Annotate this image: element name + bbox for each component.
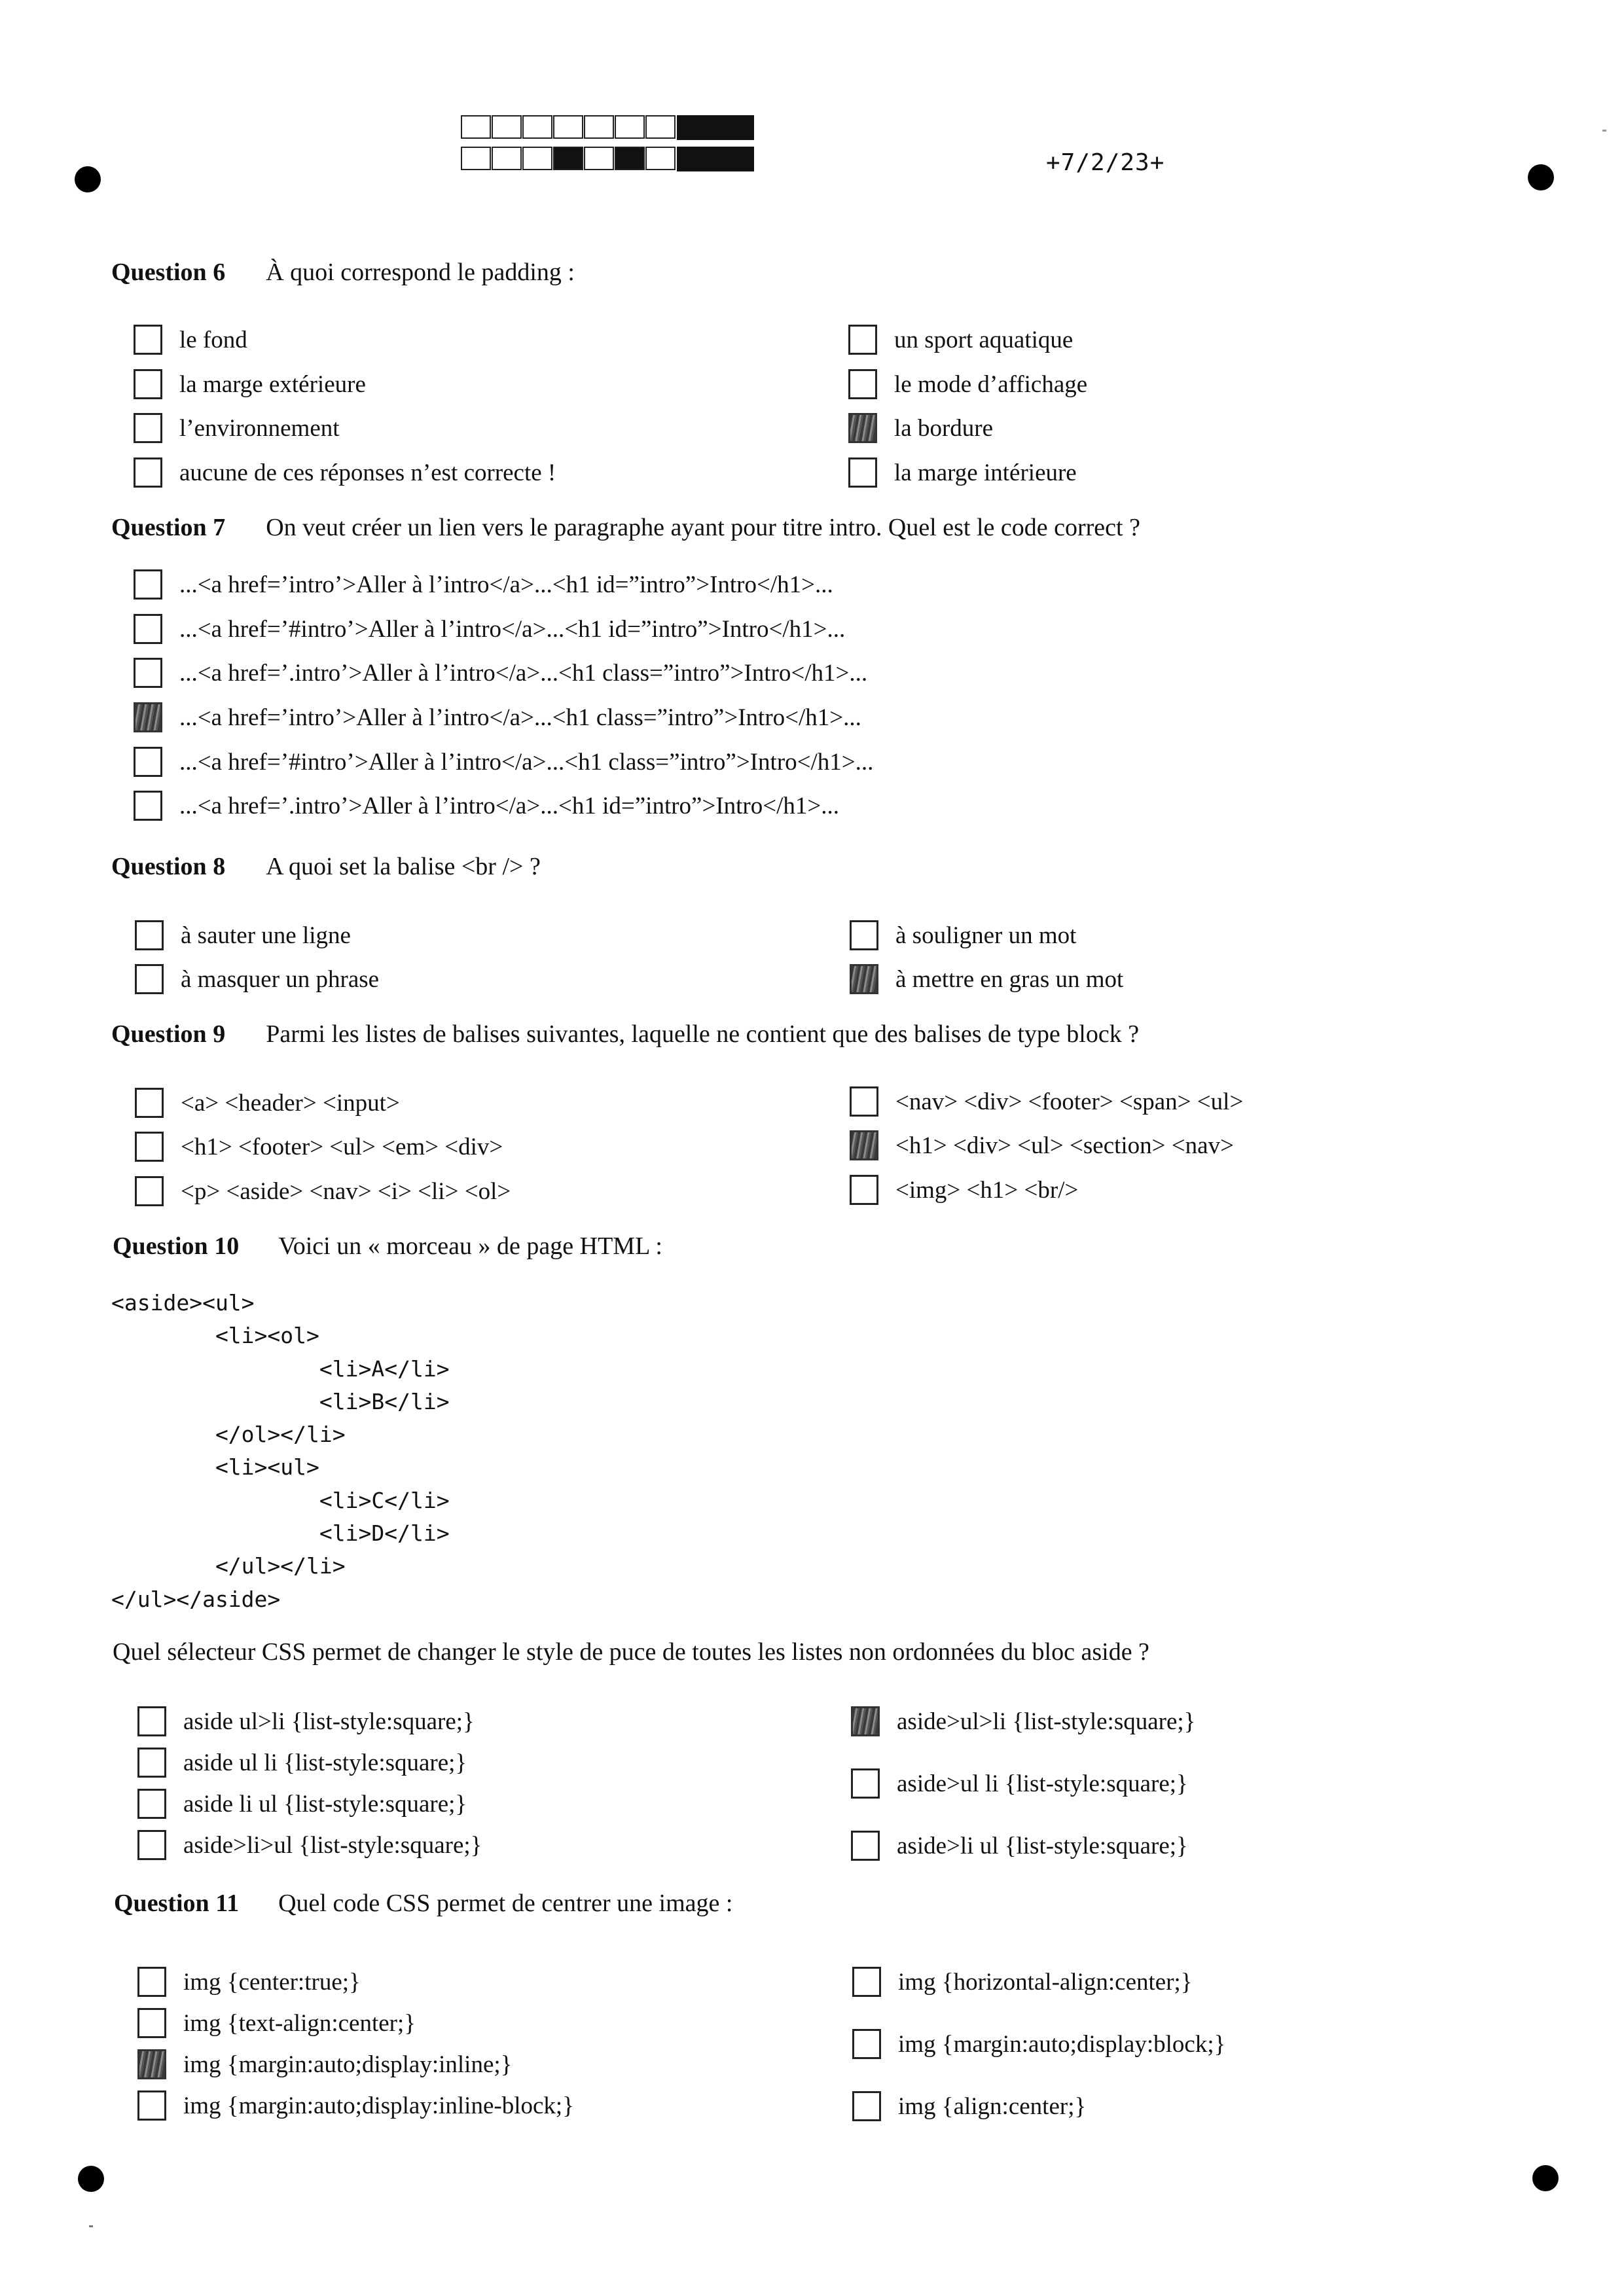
answer-label: img {margin:auto;display:inline;} [183, 2051, 513, 2078]
checkbox[interactable] [134, 791, 162, 821]
answer-option[interactable] [134, 368, 366, 401]
answer-label: img {align:center;} [898, 2092, 1087, 2120]
id-grid-cell[interactable] [584, 147, 614, 170]
checkbox[interactable] [134, 569, 162, 600]
answer-option[interactable] [848, 456, 1077, 489]
checkbox[interactable] [137, 1967, 166, 1997]
checkbox[interactable] [852, 1967, 881, 1997]
answer-option[interactable] [850, 1129, 1234, 1162]
question-text: À quoi correspond le padding : [266, 259, 575, 286]
answer-option[interactable] [852, 1965, 1193, 1998]
answer-label: aside ul>li {list-style:square;} [183, 1708, 475, 1735]
answer-label: ...<a href=’.intro’>Aller à l’intro</a>...<h1 id=”intro”>Intro</h1>... [179, 792, 840, 819]
id-grid-cell[interactable] [492, 147, 522, 170]
registration-mark-bottom-right [1532, 2165, 1559, 2191]
id-grid-cell[interactable] [645, 115, 676, 139]
question-text: Quel code CSS permet de centrer une image : [278, 1890, 733, 1917]
question-number: Question 11 [114, 1890, 240, 1917]
question-number: Question 8 [111, 853, 226, 880]
checkbox-checked[interactable] [851, 1706, 880, 1736]
answer-option[interactable] [137, 2048, 512, 2081]
checkbox[interactable] [135, 1176, 164, 1206]
checkbox[interactable] [134, 457, 162, 488]
checkbox[interactable] [851, 1768, 880, 1799]
code-line: <li>D</li> [111, 1520, 450, 1547]
answer-label: aside>li>ul {list-style:square;} [183, 1831, 482, 1859]
answer-option[interactable] [134, 613, 845, 645]
code-line: </ol></li> [111, 1422, 346, 1448]
id-grid-cell[interactable] [615, 115, 645, 139]
id-grid-cell[interactable] [645, 147, 676, 170]
id-grid-cell[interactable] [615, 147, 645, 170]
registration-mark-top-right [1528, 164, 1554, 190]
answer-label: img {horizontal-align:center;} [898, 1968, 1193, 1996]
answer-label: à mettre en gras un mot [895, 965, 1124, 993]
answer-option[interactable] [851, 1705, 1195, 1738]
id-grid-block [677, 147, 754, 171]
checkbox[interactable] [850, 1175, 878, 1205]
code-line: <li>C</li> [111, 1487, 450, 1513]
answer-option[interactable] [850, 963, 1123, 996]
checkbox[interactable] [848, 457, 877, 488]
question-9-heading [111, 1020, 1139, 1049]
question-text: On veut créer un lien vers le paragraphe ayant pour titre intro. Quel est le code correct ? [266, 514, 1140, 541]
question-text: Parmi les listes de balises suivantes, laquelle ne contient que des balises de type block ? [266, 1020, 1140, 1048]
answer-option[interactable] [137, 1829, 482, 1861]
answer-label: img {text-align:center;} [183, 2009, 416, 2037]
code-line: <li><ul> [111, 1454, 319, 1480]
answer-option[interactable] [137, 1787, 467, 1820]
page-code: +7/2/23+ [1046, 149, 1165, 176]
checkbox-checked[interactable] [848, 413, 877, 443]
answer-label: img {margin:auto;display:inline-block;} [183, 2092, 574, 2119]
checkbox[interactable] [850, 920, 878, 950]
registration-mark-top-left [75, 166, 101, 192]
checkbox[interactable] [134, 658, 162, 688]
question-11-heading [114, 1889, 732, 1918]
question-10-heading [113, 1232, 662, 1261]
id-grid-cell[interactable] [461, 147, 491, 170]
question-7-heading [111, 513, 1140, 542]
answer-option[interactable] [850, 919, 1076, 952]
answer-option[interactable] [137, 2007, 416, 2039]
answer-option[interactable] [848, 412, 993, 444]
answer-label: img {margin:auto;display:block;} [898, 2030, 1226, 2058]
checkbox[interactable] [851, 1831, 880, 1861]
checkbox-checked[interactable] [134, 702, 162, 732]
registration-mark-bottom-left [78, 2166, 104, 2192]
checkbox-checked[interactable] [137, 2049, 166, 2079]
checkbox[interactable] [134, 614, 162, 644]
answer-option[interactable] [137, 1965, 361, 1998]
checkbox[interactable] [135, 1132, 164, 1162]
checkbox[interactable] [137, 1748, 166, 1778]
answer-label: <p> <aside> <nav> <i> <li> <ol> [181, 1177, 511, 1205]
answer-label: img {center:true;} [183, 1968, 361, 1996]
answer-label: aside>ul>li {list-style:square;} [897, 1708, 1196, 1735]
answer-label: aside li ul {list-style:square;} [183, 1790, 467, 1818]
answer-label: la bordure [894, 414, 994, 442]
answer-option[interactable] [135, 1175, 511, 1208]
id-grid-block [677, 115, 754, 140]
student-id-grid-row1 [461, 115, 772, 140]
answer-option[interactable] [134, 568, 833, 601]
code-line: </ul></aside> [111, 1586, 281, 1612]
answer-label: ...<a href=’#intro’>Aller à l’intro</a>...<h1 id=”intro”>Intro</h1>... [179, 615, 846, 643]
checkbox[interactable] [137, 2090, 166, 2121]
answer-label: un sport aquatique [894, 326, 1074, 353]
answer-option[interactable] [134, 701, 861, 734]
question-number: Question 6 [111, 259, 226, 286]
answer-option[interactable] [852, 2028, 1225, 2060]
answer-label: <h1> <footer> <ul> <em> <div> [181, 1133, 503, 1160]
checkbox[interactable] [134, 747, 162, 777]
answer-label: à sauter une ligne [181, 922, 351, 949]
answer-option[interactable] [137, 2089, 574, 2122]
answer-label: aside>li ul {list-style:square;} [897, 1832, 1188, 1859]
checkbox[interactable] [852, 2029, 881, 2059]
answer-label: aside>ul li {list-style:square;} [897, 1770, 1188, 1797]
checkbox[interactable] [852, 2091, 881, 2121]
answer-option[interactable] [851, 1829, 1188, 1862]
answer-option[interactable] [134, 745, 873, 778]
checkbox[interactable] [135, 920, 164, 950]
answer-option[interactable] [135, 1130, 503, 1163]
code-line: <li>A</li> [111, 1355, 450, 1382]
answer-label: ...<a href=’.intro’>Aller à l’intro</a>...<h1 class=”intro”>Intro</h1>... [179, 659, 868, 687]
answer-option[interactable] [848, 323, 1073, 356]
answer-option[interactable] [134, 456, 556, 489]
answer-option[interactable] [137, 1705, 475, 1738]
checkbox[interactable] [137, 1789, 166, 1819]
scan-speck [1602, 130, 1606, 132]
code-line: <li>B</li> [111, 1388, 450, 1414]
checkbox[interactable] [850, 1086, 878, 1117]
question-10-prompt: Quel sélecteur CSS permet de changer le style de puce de toutes les listes non ordonnées du bloc aside ? [113, 1638, 1149, 1666]
answer-label: <a> <header> <input> [181, 1089, 400, 1117]
checkbox[interactable] [135, 1088, 164, 1118]
answer-label: la marge extérieure [179, 370, 366, 398]
id-grid-cell[interactable] [461, 115, 491, 139]
answer-label: aucune de ces réponses n’est correcte ! [179, 459, 556, 486]
answer-label: le mode d’affichage [894, 370, 1088, 398]
checkbox[interactable] [135, 964, 164, 994]
answer-label: à souligner un mot [895, 922, 1077, 949]
question-8-heading [111, 852, 541, 881]
question-6-heading [111, 258, 575, 287]
answer-label: à masquer un phrase [181, 965, 380, 993]
student-id-grid-row2 [461, 147, 772, 171]
checkbox[interactable] [134, 325, 162, 355]
answer-option[interactable] [137, 1746, 467, 1779]
question-text: A quoi set la balise <br /> ? [266, 853, 541, 880]
checkbox-checked[interactable] [850, 1130, 878, 1160]
answer-label: <img> <h1> <br/> [895, 1176, 1079, 1204]
answer-option[interactable] [135, 963, 379, 996]
id-grid-cell[interactable] [553, 115, 583, 139]
question-number: Question 10 [113, 1232, 240, 1260]
answer-label: aside ul li {list-style:square;} [183, 1749, 467, 1776]
id-grid-cell[interactable] [492, 115, 522, 139]
question-number: Question 7 [111, 514, 226, 541]
answer-option[interactable] [851, 1767, 1188, 1800]
checkbox-checked[interactable] [850, 964, 878, 994]
question-text: Voici un « morceau » de page HTML : [278, 1232, 662, 1260]
answer-label: <h1> <div> <ul> <section> <nav> [895, 1132, 1234, 1159]
answer-option[interactable] [134, 412, 340, 444]
answer-option[interactable] [135, 919, 351, 952]
answer-label: la marge intérieure [894, 459, 1077, 486]
answer-label: l’environnement [179, 414, 340, 442]
checkbox[interactable] [137, 1830, 166, 1860]
id-grid-cell[interactable] [584, 115, 614, 139]
checkbox[interactable] [137, 2008, 166, 2038]
answer-option[interactable] [135, 1086, 400, 1119]
answer-label: ...<a href=’intro’>Aller à l’intro</a>...<h1 class=”intro”>Intro</h1>... [179, 704, 861, 731]
answer-option[interactable] [850, 1174, 1078, 1206]
answer-option[interactable] [852, 2090, 1086, 2123]
answer-label: ...<a href=’intro’>Aller à l’intro</a>...<h1 id=”intro”>Intro</h1>... [179, 571, 833, 598]
checkbox[interactable] [134, 369, 162, 399]
question-number: Question 9 [111, 1020, 226, 1048]
answer-option[interactable] [850, 1085, 1243, 1118]
scan-speck [89, 2225, 93, 2227]
checkbox[interactable] [134, 413, 162, 443]
code-line: <li><ol> [111, 1323, 319, 1349]
answer-label: le fond [179, 326, 247, 353]
id-grid-cell[interactable] [522, 115, 552, 139]
code-line: </ul></li> [111, 1553, 346, 1579]
checkbox[interactable] [137, 1706, 166, 1736]
id-grid-cell[interactable] [553, 147, 583, 170]
answer-option[interactable] [848, 368, 1087, 401]
answer-option[interactable] [134, 789, 839, 822]
checkbox[interactable] [848, 369, 877, 399]
answer-label: ...<a href=’#intro’>Aller à l’intro</a>...<h1 class=”intro”>Intro</h1>... [179, 748, 874, 776]
html-code-snippet [111, 1287, 450, 1616]
checkbox[interactable] [848, 325, 877, 355]
answer-option[interactable] [134, 323, 247, 356]
answer-label: <nav> <div> <footer> <span> <ul> [895, 1088, 1244, 1115]
code-line: <aside><ul> [111, 1290, 255, 1316]
id-grid-cell[interactable] [522, 147, 552, 170]
answer-option[interactable] [134, 656, 867, 689]
